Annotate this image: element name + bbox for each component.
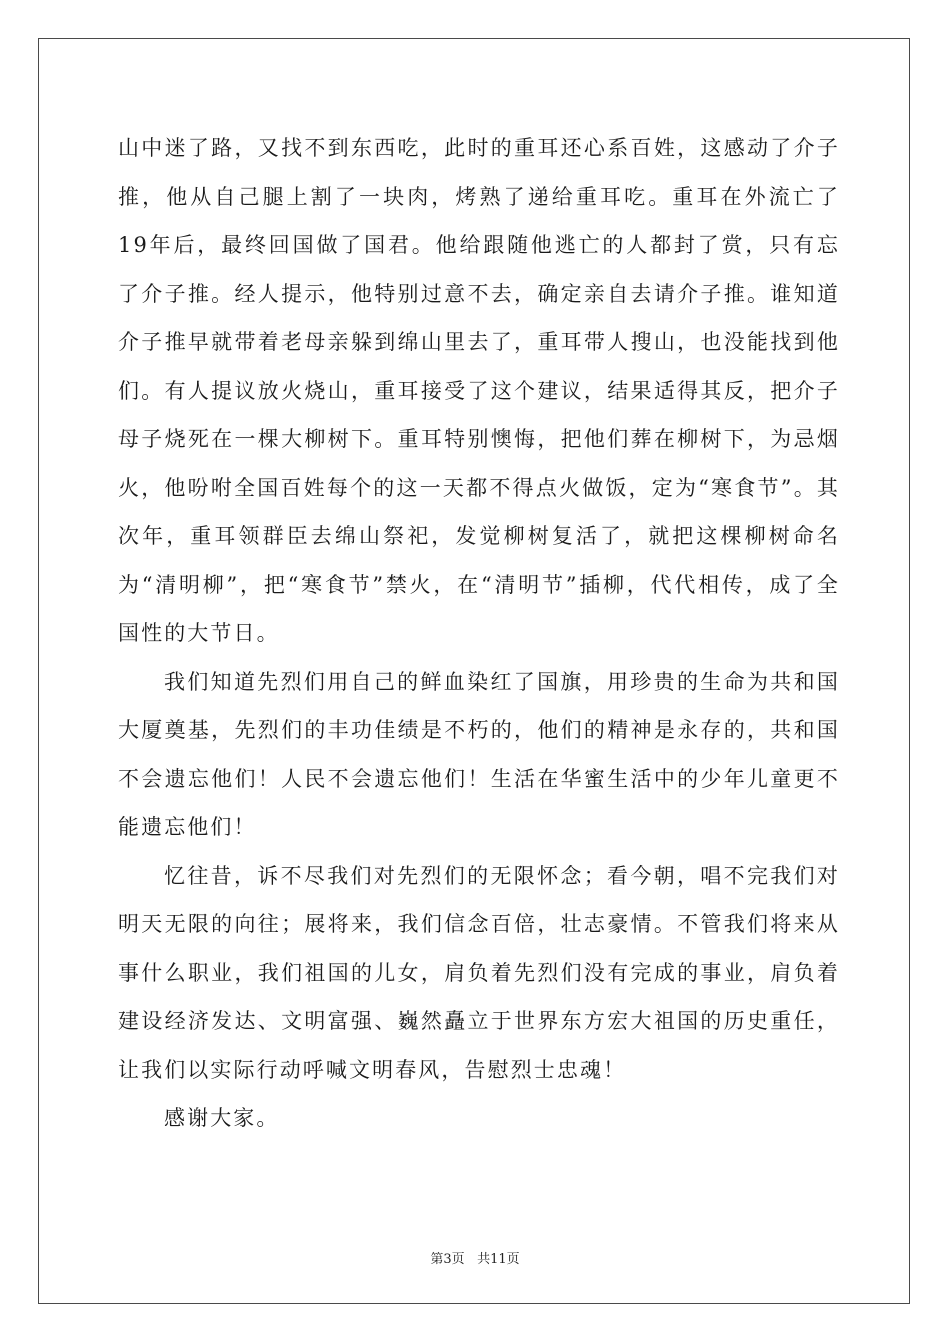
page-total: 共11页 (477, 1252, 520, 1267)
paragraph-1: 山中迷了路，又找不到东西吃，此时的重耳还心系百姓，这感动了介子推，他从自己腿上割了一块肉，烤熟了递给重耳吃。重耳在外流亡了19年后，最终回国做了国君。他给跟随他逃亡的人都封了赏，只有忘了介子推。经人提示，他特别过意不去，确定亲自去请介子推。谁知道介子推早就带着老母亲躲到绵山里去了，重耳带人搜山，也没能找到他们。有人提议放火烧山，重耳接受了这个建议，结果适得其反，把介子母子烧死在一棵大柳树下。重耳特别懊悔，把他们葬在柳树下，为忌烟火，他吩咐全国百姓每个的这一天都不得点火做饭，定为“寒食节”。其次年，重耳领群臣去绵山祭祀，发觉柳树复活了，就把这棵柳树命名为“清明柳”，把“寒食节”禁火，在“清明节”插柳，代代相传，成了全国性的大节日。 (118, 136, 840, 645)
paragraph-4: 感谢大家。 (164, 1106, 280, 1130)
page-footer (0, 1248, 950, 1267)
document-body (118, 124, 840, 1143)
page-number: 第3页 (430, 1252, 465, 1267)
paragraph-3: 忆往昔，诉不尽我们对先烈们的无限怀念；看今朝，唱不完我们对明天无限的向往；展将来，我们信念百倍，壮志豪情。不管我们将来从事什么职业，我们祖国的儿女，肩负着先烈们没有完成的事业，肩负着建设经济发达、文明富强、巍然矗立于世界东方宏大祖国的历史重任，让我们以实际行动呼喊文明春风，告慰烈士忠魂！ (118, 863, 840, 1082)
paragraph-2: 我们知道先烈们用自己的鲜血染红了国旗，用珍贵的生命为共和国大厦奠基，先烈们的丰功佳绩是不朽的，他们的精神是永存的，共和国不会遗忘他们！人民不会遗忘他们！生活在华蜜生活中的少年儿童更不能遗忘他们！ (118, 669, 840, 839)
